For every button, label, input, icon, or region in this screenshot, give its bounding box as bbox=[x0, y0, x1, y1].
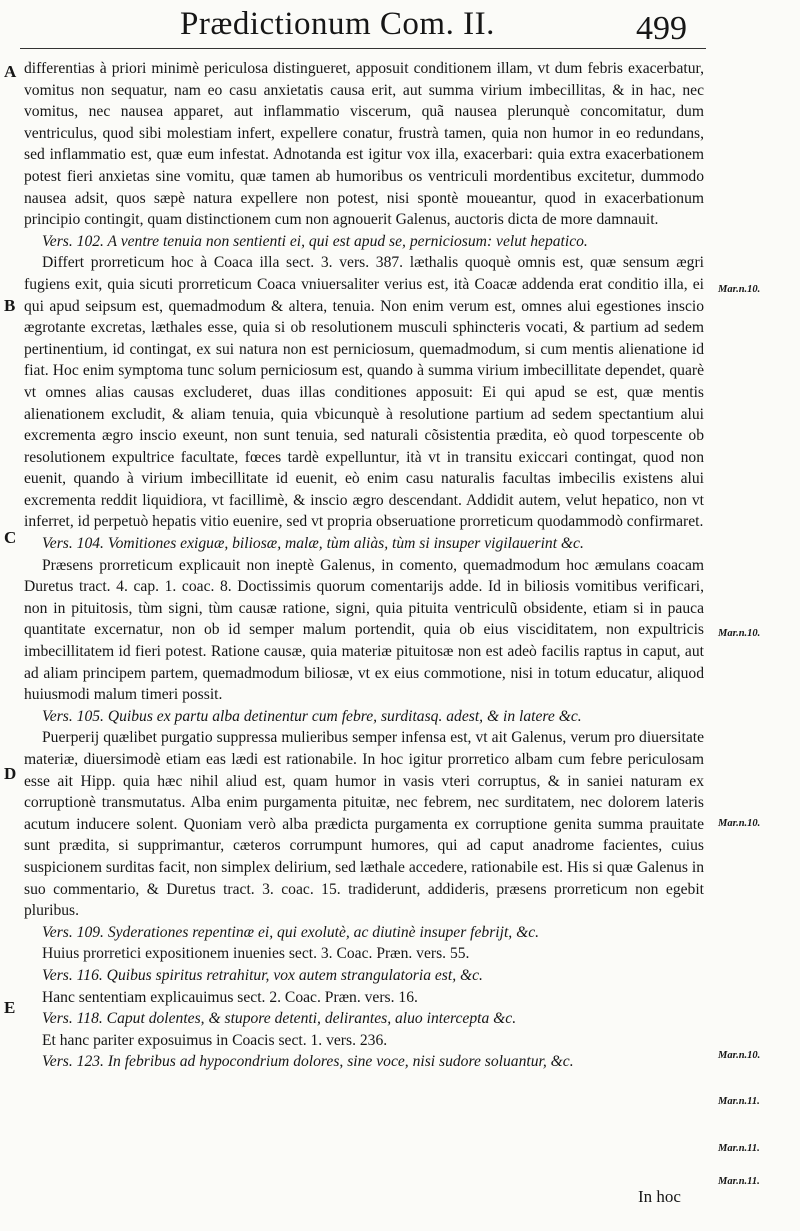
verse-heading: Vers. 104. Vomitiones exiguæ, biliosæ, malæ, tùm aliàs, tùm si insuper vigilauerint &c. bbox=[42, 535, 584, 553]
verse-heading: Vers. 123. In febribus ad hypocondrium dolores, sine voce, nisi sudore soluantur, &c. bbox=[42, 1053, 574, 1071]
margin-note: Mar.n.11. bbox=[718, 1176, 760, 1187]
margin-letter-d: D bbox=[4, 764, 17, 783]
verse-heading: Vers. 116. Quibus spiritus retrahitur, vox autem strangulatoria est, &c. bbox=[42, 966, 483, 984]
verse-heading: Vers. 109. Syderationes repentinæ ei, qui exolutè, ac diutinè insuper febrijt, &c. bbox=[42, 923, 540, 941]
margin-note: Mar.n.10. bbox=[718, 818, 761, 829]
margin-letter-a: A bbox=[4, 62, 17, 81]
catchword: In hoc bbox=[638, 1187, 681, 1206]
running-title: Prædictionum Com. II. bbox=[180, 6, 495, 42]
page-number: 499 bbox=[636, 10, 687, 47]
verse-heading: Vers. 105. Quibus ex partu alba detinentur cum febre, surditasq. adest, & in latere &c. bbox=[42, 707, 582, 725]
verse-heading: Vers. 102. A ventre tenuia non sentienti ei, qui est apud se, perniciosum: velut hepatico. bbox=[42, 232, 588, 250]
paragraph: Præsens prorreticum explicauit non ineptè Galenus, in comento, quemadmodum hoc æmulans coacam Duretus tract. 4. cap. 1. coac. 8. Doctissimis quorum comentarijs adde. Id in biliosis vomitibus verificari, non in pituitosis, tùm signi, tùm causæ ratione, signi, quia pituita ventriculũ obsidente, etiam si in pauca quantitate excernatur, non ob id semper malum portendit, quia ob eius visciditatem, non expultricis imbecillitatem id fieri potest. Ratione causæ, quia materiæ pituitosæ non est adeò facilis raptus in caput, aut ad aliam principem partem, quemadmodum biliosæ, vt ex eius commotione, nisi in totum educatur, aliquod huiusmodi malum timeri possit. bbox=[24, 556, 704, 704]
header-rule bbox=[20, 48, 706, 49]
margin-letter-c: C bbox=[4, 528, 17, 547]
paragraph: Differt prorreticum hoc à Coaca illa sect. 3. vers. 387. læthalis quoquè omnis est, quæ sensum ægri fugiens exit, quia sicuti prorreticum Coaca vniuersaliter verius est, ità Coacæ addenda erat conditio illa, ei qui apud seipsum est, quemadmodum & altera, tenuia. Non enim verum est, omnes alui egestiones inscio ægrotante excretas, læthales esse, quia si ob resolutionem musculi sphincteris vocati, & partium ad sedem pertinentium, id contingat, ex sui natura non est perniciosum, quemadmodum, si cum mentis alienatione id fiat. Hoc enim symptoma tunc solum perniciosum est, quando à summa virium imbecillitate dependet, quarè vt omnes alias causas excluderet, duas illas conditiones apposuit: Ei qui apud se est, quæ mentis alienationem excludit, & aliam tenuia, quia vbicunquè à resolutione partium ad sedem spectantium alui excrementa ægro inscio exeunt, non sunt tenuia, sed naturali cõsistentia prædita, eò quod torpescente ob resolutionem expultrice facultate, fœces tardè expelluntur, ità vt in transitu exiccari contingat, quod non euenit, quando à virium imbecillitate id euenit, eò enim casu naturalis facultas imbecilis existens alui excrementa reddit liquidiora, vt facillimè, & inscio ægro descendant. Addidit autem, velut hepatico, non vt inferret, id perpetuò hepatis vitio euenire, sed vt propria obseruatione prorreticum quodammodò confirmaret. bbox=[24, 254, 704, 531]
margin-letter-e: E bbox=[4, 998, 16, 1017]
margin-note: Mar.n.10. bbox=[718, 628, 761, 639]
margin-note: Mar.n.11. bbox=[718, 1143, 760, 1154]
paragraph: differentias à priori minimè periculosa distingueret, apposuit conditionem illam, vt dum febris exacerbatur, vomitus non sequatur, nam eo casu anxietatis causa erit, aut summa virium imbecillitas, & in hac, nec vomitus, nec nausea apparet, aut inflammatio viscerum, quã nausea plerunquè concomitatur, dum ventriculus, quod sibi molestiam infert, expellere conatur, frustrà tamen, quia non humor in eo redundans, sed inflammatio est, quæ eum infestat. Adnotanda est igitur vox illa, exacerbari: quia extra exacerbationem potest fieri anxietas sine vomitu, quæ tamen ab humoribus os ventriculi mordentibus excitetur, dummodo nausea adsit, quos sæpè natura expellere non potest, nisi spontè moueantur, quod in exacerbationum principio contingit, quam distinctionem cum non agnouerit Galenus, auctoris dicta de more damnauit. bbox=[24, 60, 704, 229]
paragraph: Et hanc pariter exposuimus in Coacis sect. 1. vers. 236. bbox=[42, 1031, 388, 1049]
margin-note: Mar.n.11. bbox=[718, 1096, 760, 1107]
paragraph: Huius prorretici expositionem inuenies sect. 3. Coac. Præn. vers. 55. bbox=[42, 945, 470, 963]
verse-heading: Vers. 118. Caput dolentes, & stupore detenti, delirantes, aluo intercepta &c. bbox=[42, 1010, 517, 1028]
margin-note: Mar.n.10. bbox=[718, 1050, 761, 1061]
paragraph: Puerperij quælibet purgatio suppressa mulieribus semper infensa est, vt ait Galenus, verum pro diuersitate materiæ, diuersimodè etiam eas lædi est rationabile. In hoc igitur prorretico albam cum febre periculosam esse ait Hipp. quia hæc nihil aliud est, quam humor in vasis vteri corruptus, & in saniei naturam ex corruptionè transmutatus. Alba enim purgamenta pituitæ, nec febrem, nec surditatem, nec dolorem lateris acutum inducere solent. Quoniam verò alba prædicta purgamenta ex corruptione genita summa prauitate sunt prædita, si supprimantur, cæteros corrumpunt humores, qui ad caput anadrome facientes, cuius suspicionem surditas facit, non simplex delirium, sed læthale accedere, rationabile est. His si quæ Galenus in suo commentario, & Duretus tract. 3. coac. 15. tradiderunt, addideris, præsens prorreticum non egebit pluribus. bbox=[24, 729, 704, 920]
paragraph: Hanc sententiam explicauimus sect. 2. Coac. Præn. vers. 16. bbox=[42, 988, 418, 1006]
body-text bbox=[24, 58, 704, 1073]
margin-note: Mar.n.10. bbox=[718, 284, 761, 295]
margin-letter-b: B bbox=[4, 296, 16, 315]
